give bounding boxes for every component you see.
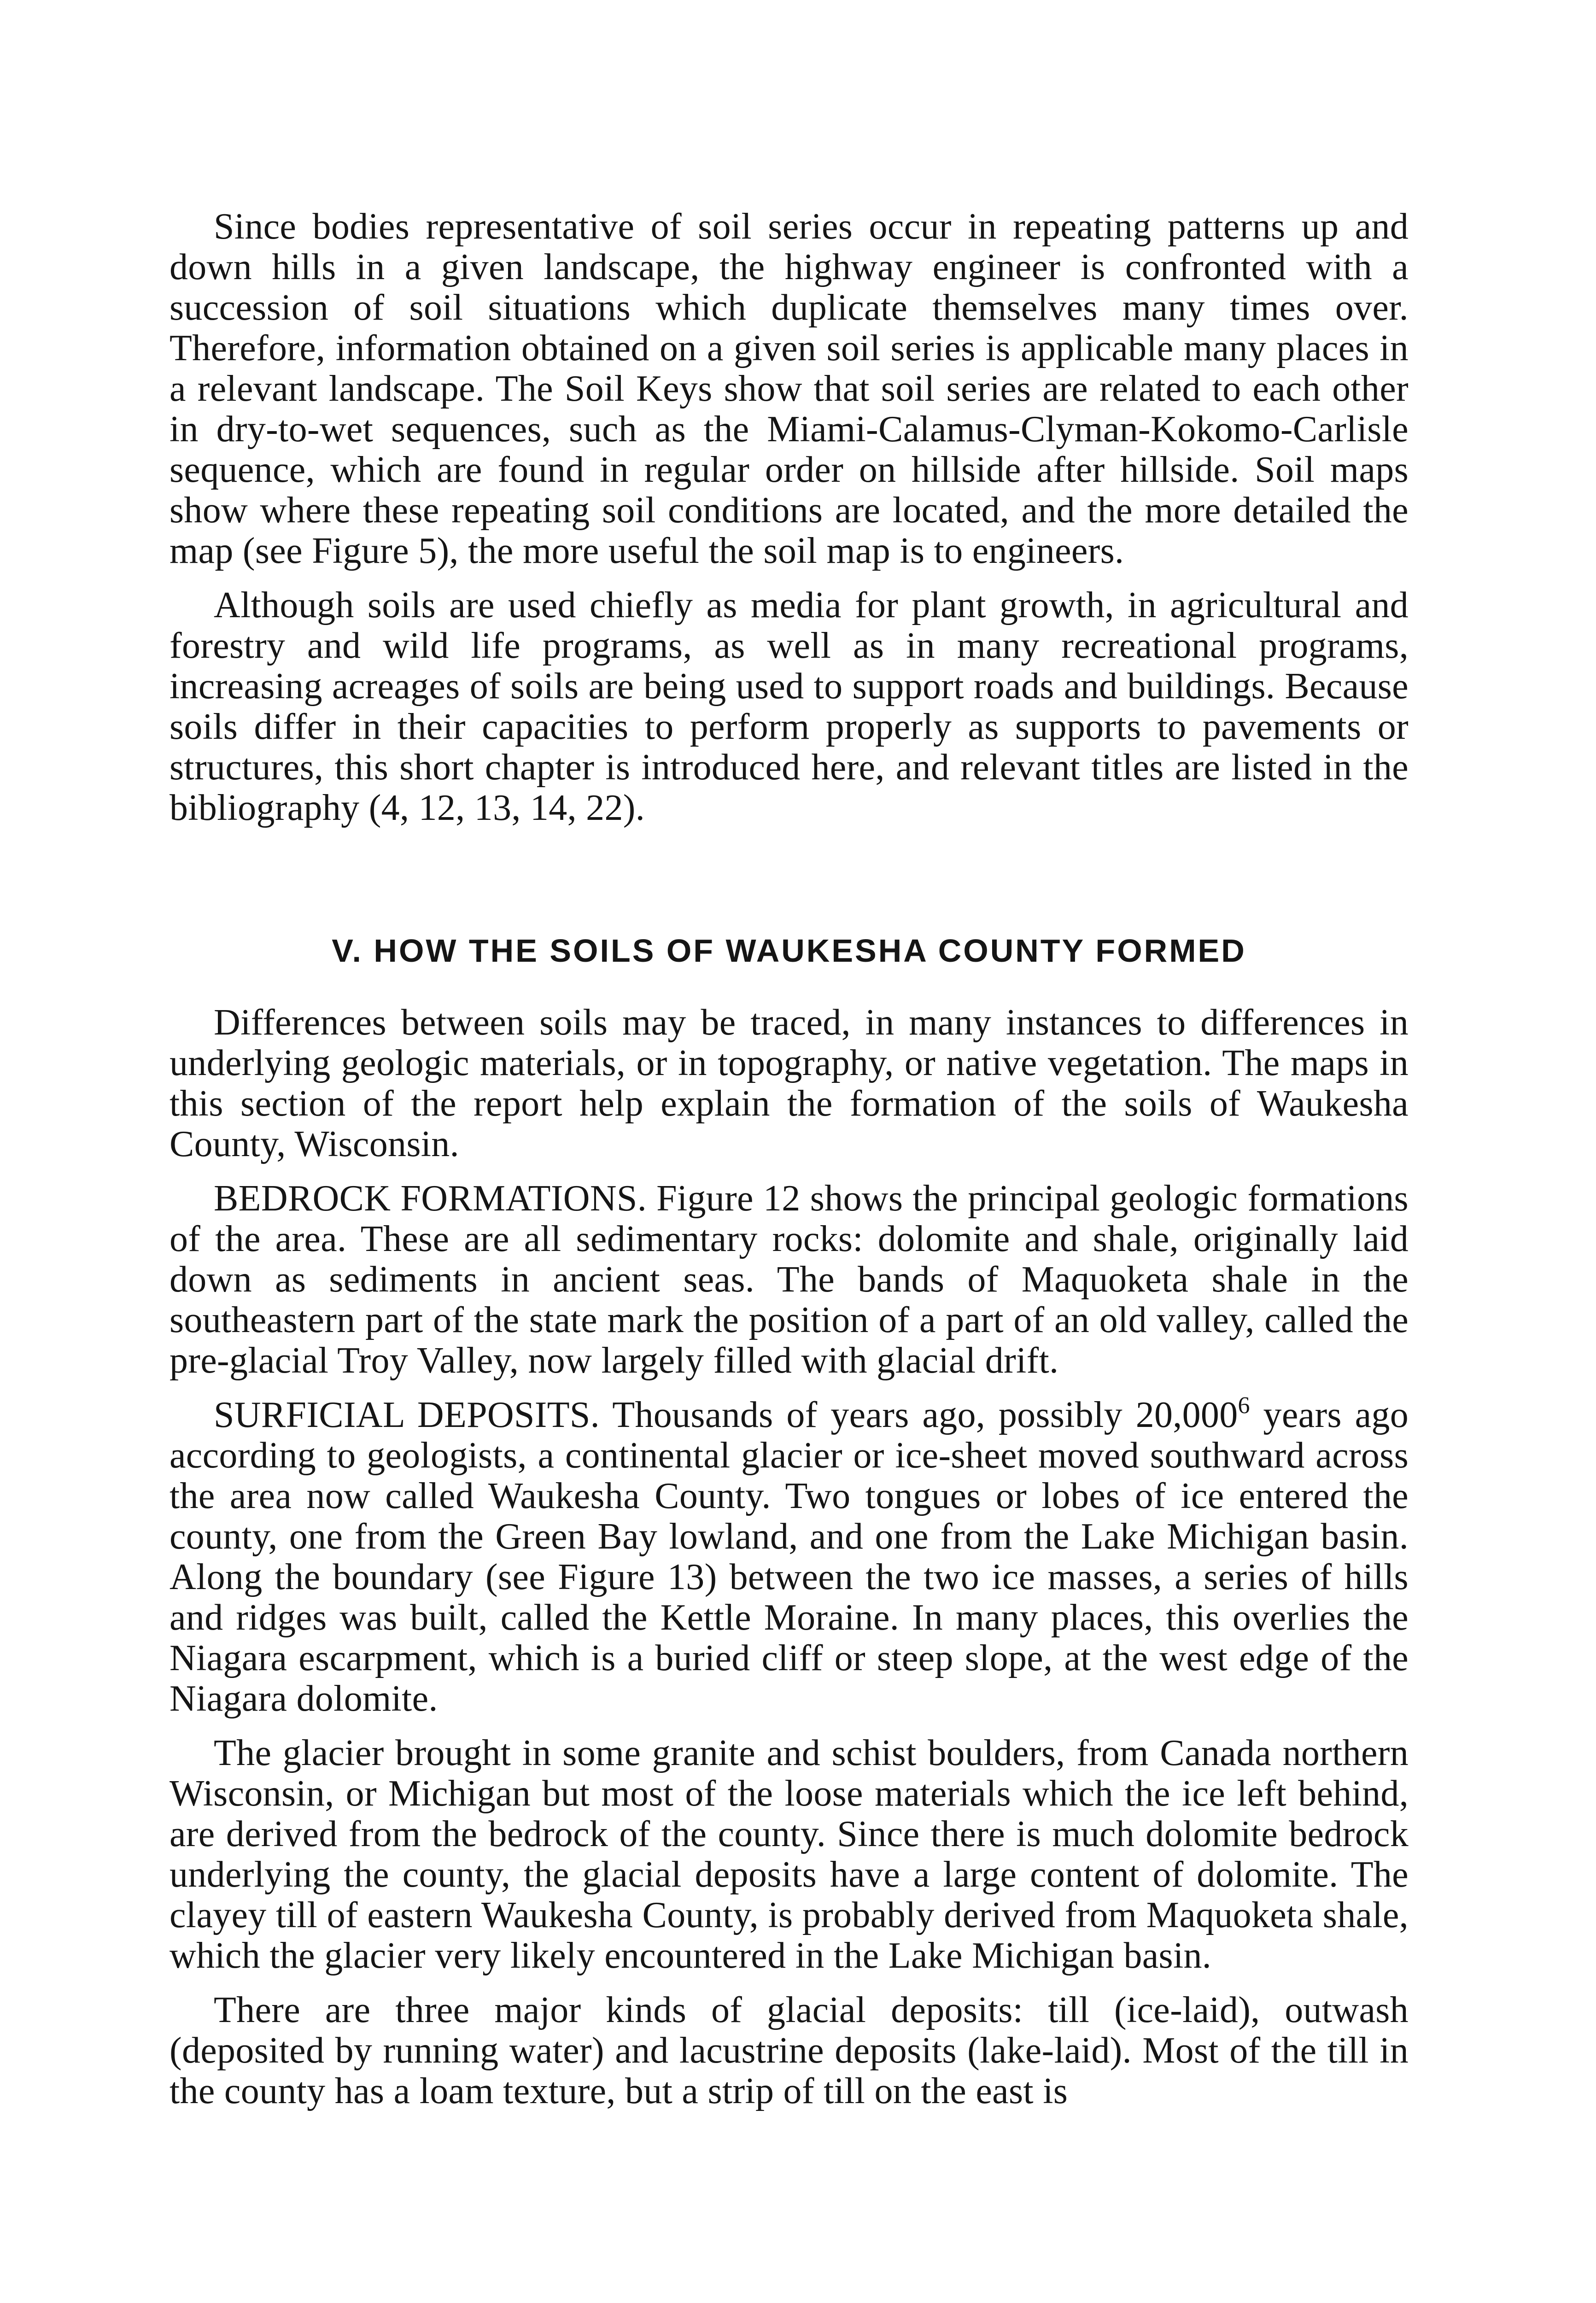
paragraph-surficial-deposits — [170, 1392, 1409, 1719]
paragraph-soil-series-patterns: Since bodies representative of soil series occur in repeating patterns up and down hills in a given landscape, the highway engineer is confronted with a succession of soil situations which duplicate themselves many times over. Therefore, information obtained on a given soil series is applicable many places in a relevant landscape. The Soil Keys show that soil series are related to each other in dry-to-wet sequences, such as the Miami-Calamus-Clyman-Kokomo-Carlisle sequence, which are found in regular order on hillside after hillside. Soil maps show where these repeating soil conditions are located, and the more detailed the map (see Figure 5), the more useful the soil map is to engineers. — [170, 206, 1409, 571]
section-heading: V. HOW THE SOILS OF WAUKESHA COUNTY FORMED — [332, 933, 1246, 969]
paragraph-glacial-deposits: There are three major kinds of glacial deposits: till (ice-laid), outwash (deposited by running water) and lacustrine deposits (lake-laid). Most of the till in the county has a loam texture, but a strip of till on the east is — [170, 1990, 1409, 2111]
footnote-reference: 6 — [1238, 1392, 1250, 1419]
paragraph-bedrock-formations: BEDROCK FORMATIONS. Figure 12 shows the principal geologic formations of the area. These are all sedimentary rocks: dolomite and shale, originally laid down as sediments in ancient seas. The bands of Maquoketa shale in the southeastern part of the state mark the position of a part of an old valley, called the pre-glacial Troy Valley, now largely filled with glacial drift. — [170, 1178, 1409, 1381]
body-text-column — [170, 206, 1409, 2111]
paragraph-glacier-materials: The glacier brought in some granite and schist boulders, from Canada northern Wisconsin, or Michigan but most of the loose materials which the ice left behind, are derived from the bedrock of the county. Since there is much dolomite bedrock underlying the county, the glacial deposits have a large content of dolomite. The clayey till of eastern Waukesha County, is probably derived from Maquoketa shale, which the glacier very likely encountered in the Lake Michigan basin. — [170, 1733, 1409, 1976]
paragraph-soils-support-roads: Although soils are used chiefly as media for plant growth, in agricultural and forestry and wild life programs, as well as in many recreational programs, increasing acreages of soils are being used to support roads and buildings. Because soils differ in their capacities to perform properly as supports to pavements or structures, this short chapter is introduced here, and relevant titles are listed in the bibliography (4, 12, 13, 14, 22). — [170, 585, 1409, 828]
paragraph-soil-differences: Differences between soils may be traced, in many instances to differences in underlying geologic materials, or in topography, or native vegetation. The maps in this section of the report help explain the formation of the soils of Waukesha County, Wisconsin. — [170, 1002, 1409, 1164]
surficial-text-start: SURFICIAL DEPOSITS. Thousands of years ago, possibly 20,000 — [214, 1395, 1238, 1435]
surficial-text-end: years ago according to geologists, a continental glacier or ice-sheet moved southward across the area now called Waukesha County. Two tongues or lobes of ice entered the county, one from the Green Bay lowland, and one from the Lake Michigan basin. Along the boundary (see Figure 13) between the two ice masses, a series of hills and ridges was built, called the Kettle Moraine. In many places, this overlies the Niagara escarpment, which is a buried cliff or steep slope, at the west edge of the Niagara dolomite. — [170, 1395, 1409, 1719]
